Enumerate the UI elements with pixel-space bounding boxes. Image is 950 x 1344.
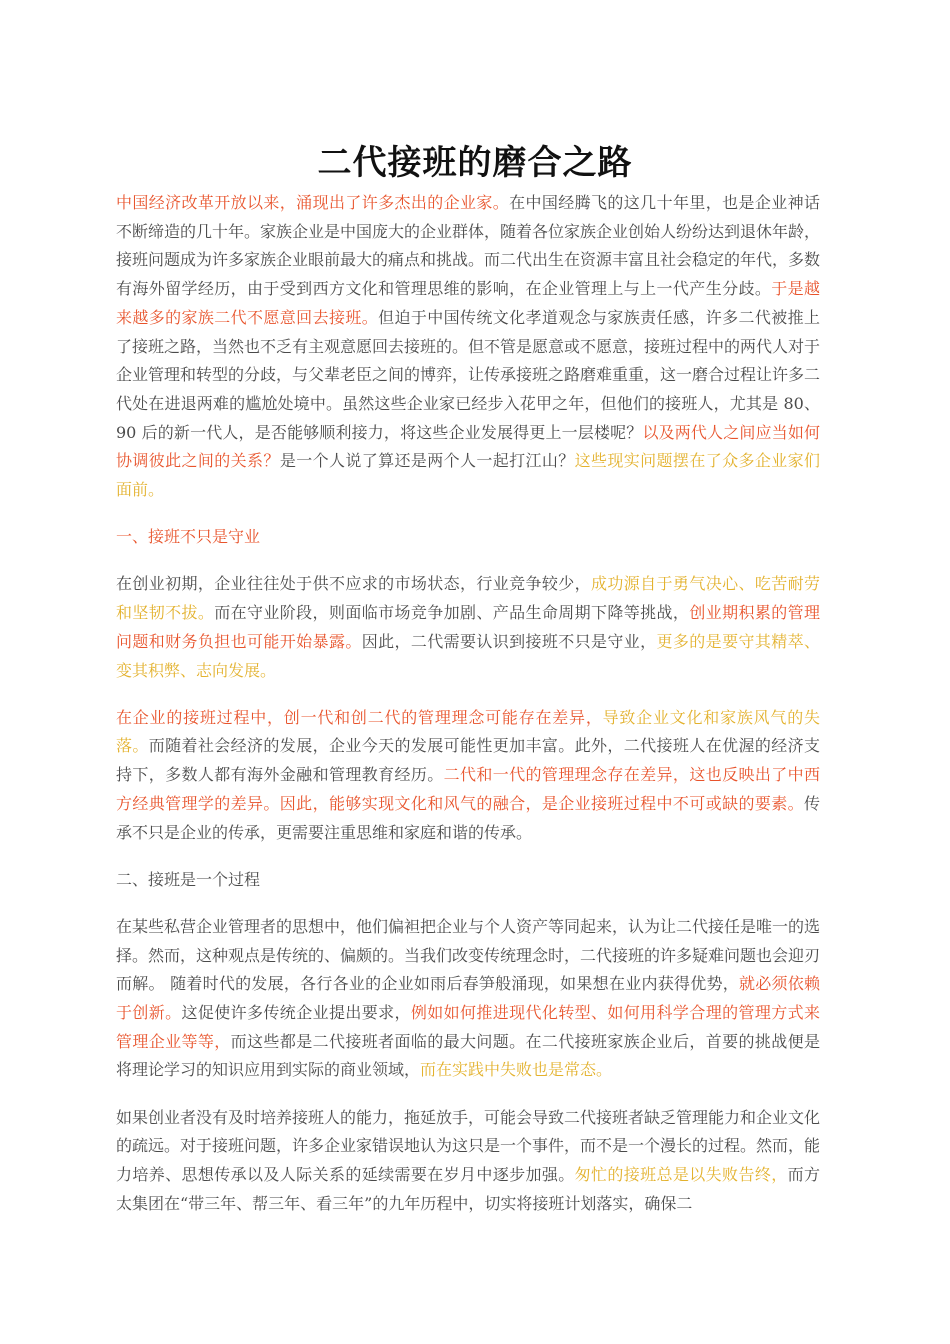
highlight-yellow: 导致企业文化和家族风气的失落。 [116, 707, 820, 756]
document-title: 二代接班的磨合之路 [317, 142, 633, 183]
body-text: 因此，二代需要认识到接班不只是守业， [361, 631, 657, 651]
body-text: 这促使许多传统企业提出要求， [181, 1003, 411, 1023]
body-text: 而在守业阶段，则面临市场竞争加剧、产品生命周期下降等挑战， [214, 603, 690, 623]
highlight-yellow: 成功源自于勇气决心、吃苦耐劳和坚韧不拔。 [116, 574, 820, 623]
highlight-red: 创业期积累的管理问题和财务负担也可能开始暴露。 [116, 603, 820, 651]
highlight-yellow: 而在实践中失败也是常态。 [420, 1060, 613, 1080]
highlight-red: 二代和一代的管理理念存在差异，这也反映出了中西方经典管理学的差异。因此，能够实现文化和风气的融合，是企业接班过程中不可或缺的要素。 [116, 765, 820, 813]
section-heading-2: 二、接班是一个过程 [116, 869, 261, 889]
section2-paragraph-2 [116, 1104, 820, 1219]
highlight-red: 以及两代人之间应当如何协调彼此之间的关系？ [116, 422, 820, 471]
highlight-red: 例如如何推进现代化转型、如何用科学合理的管理方式来管理企业等等， [116, 1003, 820, 1051]
body-text: 而这些都是二代接班者面临的最大问题。在二代接班家族企业后，首要的挑战便是将理论学习的知识应用到实际的商业领域， [116, 1031, 820, 1080]
body-text: 在中国经腾飞的这几十年里，也是企业神话不断缔造的几十年。家族企业是中国庞大的企业群体，随着各位家族企业创始人纷纷达到退休年龄，接班问题成为许多家族企业眼前最大的痛点和挑战。而二代出生在资源丰富且社会稳定的年代，多数有海外留学经历，由于受到西方文化和管理思维的影响，在企业管理上与上一代产生分歧。 [116, 193, 821, 299]
document-body [116, 189, 820, 1237]
highlight-red: 中国经济改革开放以来，涌现出了许多杰出的企业家。 [116, 193, 510, 212]
section-heading-1: 一、接班不只是守业 [116, 527, 261, 547]
highlight-yellow: 更多的是要守其精萃、变其积弊、志向发展。 [116, 631, 820, 680]
body-text: 是一个人说了算还是两个人一起打江山？ [279, 451, 575, 471]
body-text: 如果创业者没有及时培养接班人的能力，拖延放手，可能会导致二代接班者缺乏管理能力和企业文化的疏远。对于接班问题，许多企业家错误地认为这只是一个事件，而不是一个漫长的过程。然而，能力培养、思想传承以及人际关系的延续需要在岁月中逐步加强。 [116, 1107, 821, 1185]
section2-paragraph-1 [116, 913, 820, 1085]
body-text: 但迫于中国传统文化孝道观念与家族责任感，许多二代被推上了接班之路，当然也不乏有主观意愿回去接班的。但不管是愿意或不愿意，接班过程中的两代人对于企业管理和转型的分歧，与父辈老臣之间的博弈，让传承接班之路磨难重重，这一磨合过程让许多二代处在进退两难的尴尬处境中。虽然这些企业家已经步入花甲之年，但他们的接班人，尤其是 80、90 后的新一代人，是否能够顺利接力，将这些企业发展得更上一层楼呢？ [116, 307, 821, 442]
body-text: 传承不只是企业的传承，更需要注重思维和家庭和谐的传承。 [116, 793, 820, 842]
highlight-red: 在企业的接班过程中，创一代和创二代的管理理念可能存在差异， [116, 707, 603, 727]
highlight-red: 于是越来越多的家族二代不愿意回去接班。 [116, 279, 820, 327]
intro-paragraph [116, 189, 820, 505]
highlight-red: 就必须依赖于创新。 [116, 974, 820, 1023]
section1-paragraph-2 [116, 704, 820, 848]
body-text: 而方太集团在“带三年、帮三年、看三年”的九年历程中，切实将接班计划落实，确保二 [116, 1165, 820, 1213]
body-text: 在某些私营企业管理者的思想中，他们偏袒把企业与个人资产等同起来，认为让二代接任是唯一的选择。然而，这种观点是传统的、偏颇的。当我们改变传统理念时，二代接班的许多疑难问题也会迎刃而解。 随着时代的发展，各行各业的企业如雨后春笋般涌现，如果想在业内获得优势， [116, 916, 821, 994]
highlight-yellow: 匆忙的接班总是以失败告终， [574, 1165, 788, 1185]
section1-paragraph-1 [116, 570, 820, 685]
highlight-yellow: 这些现实问题摆在了众多企业家们面前。 [116, 451, 820, 500]
body-text: 而随着社会经济的发展，企业今天的发展可能性更加丰富。此外，二代接班人在优渥的经济支持下，多数人都有海外金融和管理教育经历。 [116, 736, 820, 785]
body-text: 在创业初期，企业往往处于供不应求的市场状态，行业竞争较少， [116, 574, 592, 594]
